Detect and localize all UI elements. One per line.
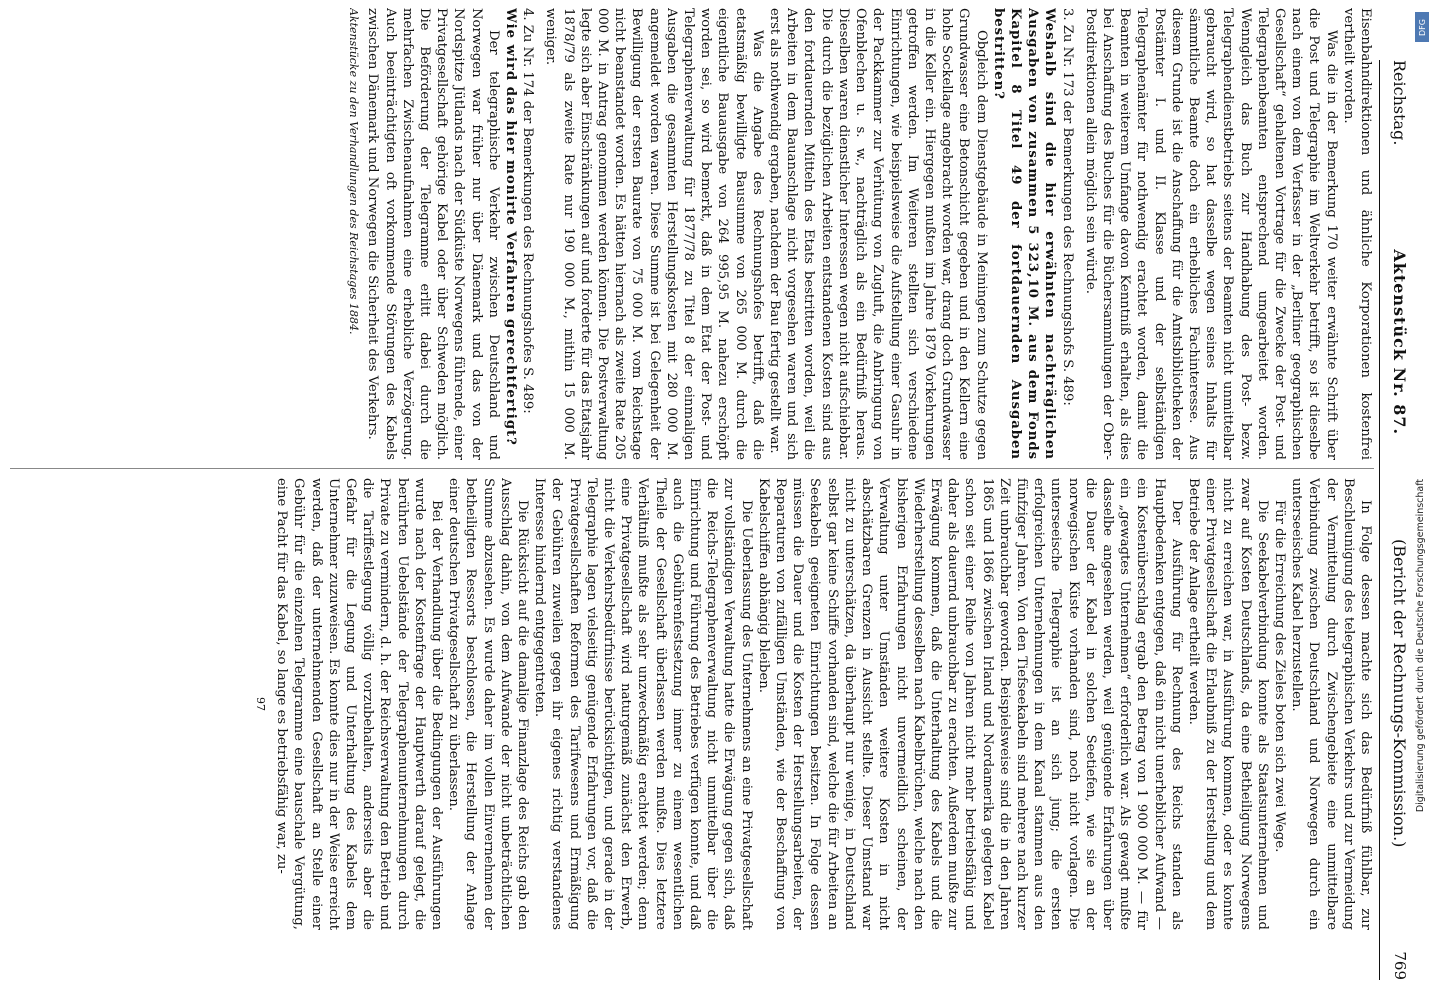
digitization-credit — [1412, 300, 1430, 990]
paragraph: Eisenbahndirektionen und ähnliche Korporationen kostenfrei vertheilt worden. — [1340, 8, 1373, 460]
paragraph: Die Seekabelverbindung konnte als Staatsunternehmen und zwar auf Kosten Deutschlands, da eine Betheiligung Norwegens nicht zu erreichen war, in Ausführung kommen, oder es konnte einer Privatgesellschaft die Erlaubniß zu der Herstellung und dem Betriebe der Anlage ertheilt werden. — [1185, 478, 1270, 930]
column-divider — [10, 468, 1374, 469]
sheet-marker: 97 — [254, 697, 267, 711]
page-number: 769 — [1391, 951, 1409, 980]
paragraph: Für die Erreichung des Zieles boten sich zwei Wege. — [1271, 500, 1287, 853]
paragraph: Obgleich dem Dienstgebäude in Meiningen zum Schutze gegen Grundwasser eine Betonschicht gegeben und in den Kellern eine hohe Sockellage angebracht worden war, drang doch Grundwasser in die Keller ein. Hiergegen mußten im Jahre 1879 Vorkehrungen getroffen werden. Im Weiteren stellten sich verschiedene Einrichtungen, wie beispielsweise die Aufstellung einer Gasuhr in der Packkammer zur Verhütung von Zugluft, die Anbringung von Ofenblechen u. s. w., nachträglich als ein Bedürfniß heraus. Dieselben waren dienstlicher Interessen wegen nicht aufschiebbar. Die durch die bezüglichen Arbeiten entstandenen Kosten sind aus den fortdauernden Mitteln des Etats bestritten worden, weil die Arbeiten in dem Bauanschlage nicht vorgesehen waren und sich erst als nothwendig ergaben, nachdem der Bau fertig gestellt war. — [767, 8, 989, 460]
dfg-logo — [1415, 12, 1429, 42]
section-3-heading: 3. Zu Nr. 173 der Bemerkungen des Rechnungshofs S. 489: — [1059, 8, 1075, 406]
paragraph: Der telegraphische Verkehr zwischen Deutschland und Norwegen war früher nur über Dänemark und das von der Nordspitze Jütlands nach der Südküste Norwegens führende, einer Privatgesellschaft gehörige Kabel oder über Schweden möglich. Die Beförderung der Telegramme erlitt dabei durch die mehrfachen Zwischenaufnahmen eine erhebliche Verzögerung. Auch beeinträchtigten oft vorkommende Störungen des Kabels zwischen Dänemark und Norwegen die Sicherheit des Verkehrs. — [365, 8, 501, 460]
paragraph: Die Rücksicht auf die damalige Finanzlage des Reichs gab den Ausschlag dahin, von dem Aufwande der nicht unbeträchtlichen Summe abzusehen. Es wurde daher im vollen Einvernehmen der betheiligten Ressorts beschlossen, die Herstellung der Anlage einer deutschen Privatgesellschaft zu überlassen. — [446, 478, 531, 930]
paragraph: In Folge dessen machte sich das Bedürfniß fühlbar, zur Beschleunigung des telegraphischen Verkehrs und zur Vermeidung der Vermittelung durch Zwischengebiete eine unmittelbare Verbindung zwischen Deutschland und Norwegen durch ein unterseeisches Kabel herzustellen. — [1289, 478, 1373, 930]
section-4-heading: 4. Zu Nr. 174 der Bemerkungen des Rechnungshofes S. 489: — [520, 8, 536, 414]
footnote: Aktenstücke zu den Verhandlungen des Reichstages 1884. — [347, 8, 361, 335]
paragraph: Die Ueberlassung des Unternehmens an eine Privatgesellschaft zur vollständigen Verwaltung hatte die Erwägung gegen sich, daß die Reichs-Telegraphenverwaltung nicht unmittelbar über die Einrichtung und Führung des Betriebes verfügen konnte, und daß auch die Gebührenfestsetzung immer zu einem wesentlichen Theile der Gesellschaft überlassen werden mußte. Dies letztere Verhältniß mußte als sehr unzweckmäßig erachtet werden; denn eine Privatgesellschaft wird naturgemäß zunächst den Erwerb, nicht die Verkehrsbedürfnisse berücksichtigen, und gerade in der Telegraphie lagen vielseitig genügende Erfahrungen vor, daß die Privatgesellschaften Reformen des Tarifwesens und Ermäßigung der Gebühren zuweilen gegen ihr eigenes richtig verstandenes Interesse hindernd entgegentreten. — [532, 478, 754, 930]
paragraph: Was die in der Bemerkung 170 weiter erwähnte Schrift über die Post und Telegraphie im Weltverkehr betrifft, so ist dieselbe nach einem von dem Verfasser in der „Berliner geographischen Gesellschaft“ gehaltenen Vortrage für die Zwecke der Post- und Telegraphenbeamten entsprechend umgearbeitet worden. Wenngleich das Buch zur Handhabung des Post- bezw. Telegraphendienstbetriebs seitens der Beamten nicht unmittelbar gebraucht wird, so hat dasselbe wegen seines Inhalts für sämmtliche Beamte doch ein erhebliches Fachinteresse. Aus diesem Grunde ist die Anschaffung für die Amtsbibliotheken der Postämter I. und II. Klasse und der selbständigen Telegraphenämter für nothwendig erachtet worden, damit die Beamten in weiterem Umfange davon Kenntniß erhalten, als dies bei Anschaffung des Buches für die Büchersammlungen der Ober-Postdirektionen allein möglich sein würde. — [1082, 8, 1339, 460]
paragraph: Bei der Verhandlung über die Bedingungen der Ausführungen wurde nach der Kostenfrage der Hauptwerth darauf gelegt, die berührten Uebelstände der Telegraphenunternehmungen durch Private zu vermindern, d. h. der Reichsverwaltung den Betrieb und die Tariffestlegung völlig vorzubehalten, anderseits aber die Gefahr für die Legung und Unterhaltung des Kabels dem Unternehmer zuzuweisen. Es konnte dies nur in der Weise erreicht werden, daß der unternehmenden Gesellschaft an Stelle einer Gebühr für die einzelnen Telegramme eine bauschale Vergütung, eine Pacht für das Kabel, so lange es betriebsfähig war, zu- — [274, 478, 445, 930]
paragraph: Der Ausführung für Rechnung des Reichs standen als Hauptbedenken entgegen, daß ein nicht unerheblicher Aufwand — ein Kostenüberschlag ergab den Betrag von 1 900 000 M. — für ein „gewagtes Unternehmen“ erforderlich war. Als gewagt mußte dasselbe angesehen werden, weil genügende Erfahrungen über die Dauer der Kabel in solchen Seetiefen, wie sie an der norwegischen Küste vorhanden sind, noch nicht vorlagen. Die unterseeische Telegraphie ist an sich jung; die ersten erfolgreichen Unternehmungen in dem Kanal stammen aus den fünfziger Jahren. Von den Tiefseekabeln sind mehrere nach kurzer Zeit unbrauchbar geworden. Beispielsweise sind die in den Jahren 1865 und 1866 zwischen Irland und Nordamerika gelegten Kabel schon seit einer Reihe von Jahren nicht mehr betriebsfähig und daher als dauernd unbrauchbar zu erachten. Außerdem mußte zur Erwägung kommen, daß die Unterhaltung des Kabels und die Wiederherstellung desselben nach Kabelbrüchen, welche nach den bisherigen Erfahrungen nicht unvermeidlich scheinen, der Verwaltung unter Umständen weitere Kosten in nicht abschätzbaren Grenzen in Aussicht stellte. Dieser Umstand war nicht zu unterschätzen, da überhaupt nur wenige, in Deutschland selbst gar keine Schiffe vorhanden sind, welche die für Arbeiten an Seekabeln geeigneten Einrichtungen besitzen. In Folge dessen müssen die Dauer und die Kosten der Herstellungsarbeiten, der Reparaturen von zufälligen Umständen, wie der Beschaffung von Kabelschiffen abhängig bleiben. — [755, 478, 1184, 930]
section-3-question: Weshalb sind die hier erwähnten nachträglichen Ausgaben von zusammen 5 323,10 M. aus dem Fonds Kapitel 8 Titel 49 der fortdauernden Ausgaben bestritten? — [990, 8, 1058, 460]
credit-text: Digitalisierung gefördert durch die Deutsche Forschungsgemeinschaft — [1415, 478, 1427, 812]
header-left: Reichstag. — [1390, 60, 1410, 146]
header-center: Aktenstück Nr. 87. — [1390, 249, 1410, 436]
dfg-logo-text: DFG — [1417, 18, 1427, 36]
left-column — [10, 8, 1374, 460]
paragraph: Was die Angabe des Rechnungshofes betrifft, daß die etatsmäßig bewilligte Bausumme von 265 000 M. durch die eigentliche Bauausgabe von 264 995,95 M. nahezu erschöpft worden sei, so wird bemerkt, daß in dem Etat der Post- und Telegraphenverwaltung für 1877/78 zu Titel 8 der einmaligen Ausgaben die gesammten Herstellungskosten mit 280 000 M. angemeldet worden waren. Diese Summe ist bei Gelegenheit der Bewilligung der ersten Baurate von 75 000 M. vom Reichstage nicht beanstandet worden. Es hätten hiernach als zweite Rate 205 000 M. in Antrag genommen werden können. Die Postverwaltung legte sich aber Einschränkungen auf und forderte für das Etatsjahr 1878/79 als zweite Rate nur 190 000 M., mithin 15 000 M. weniger. — [543, 8, 765, 460]
right-column — [10, 478, 1374, 930]
section-4-question: Wie wird das hier monirte Verfahren gerechtfertigt? — [503, 8, 519, 446]
header-title: (Bericht der Rechnungs-Kommission.) — [1390, 538, 1410, 848]
